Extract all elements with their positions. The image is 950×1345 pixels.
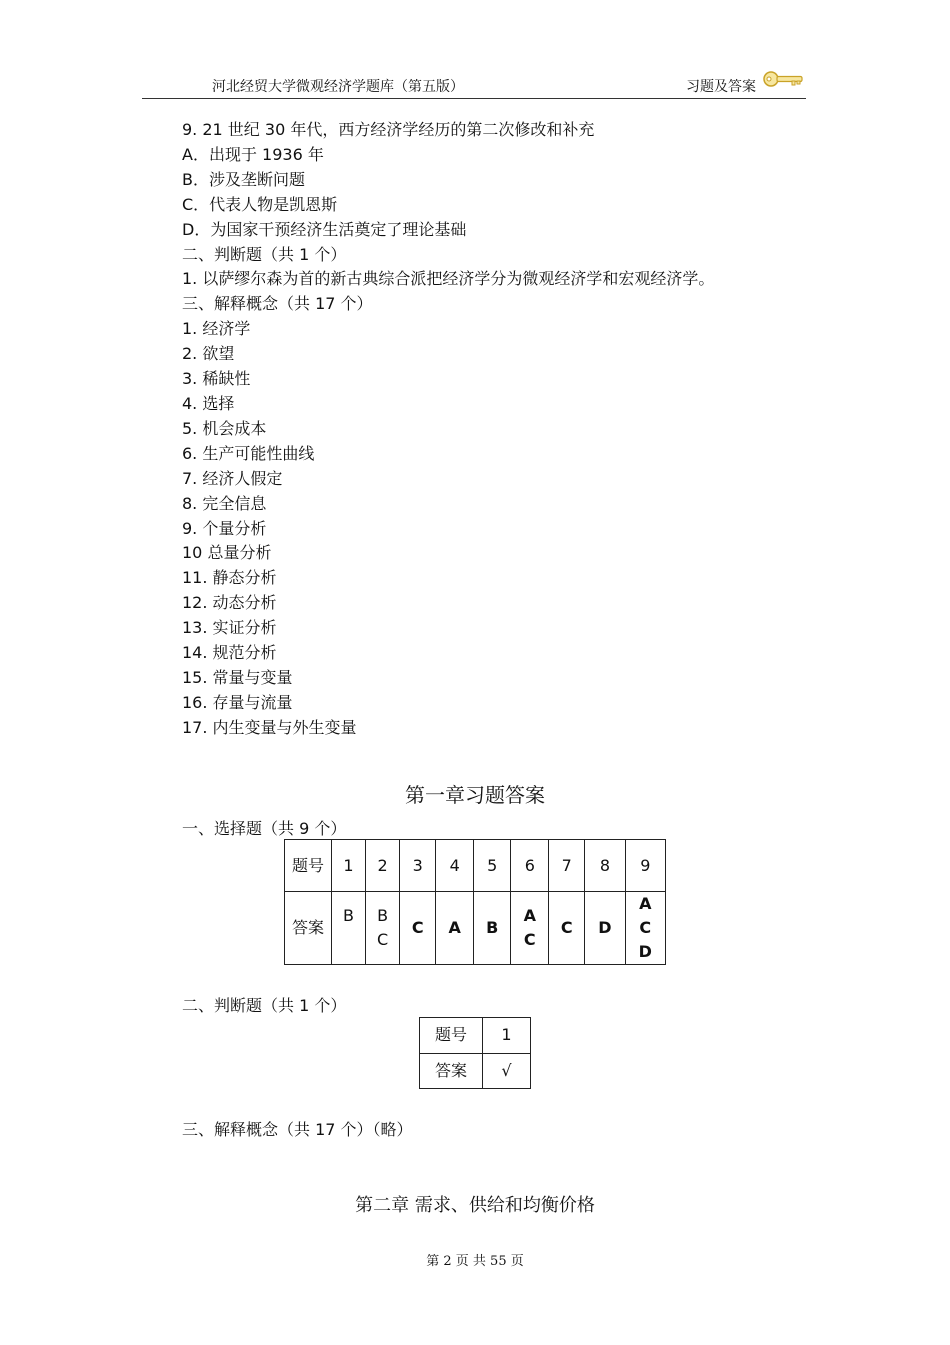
- judge-answer-table: [419, 1017, 531, 1089]
- table-cell-number: 1: [483, 1018, 531, 1054]
- table-row-label: 答案: [420, 1053, 483, 1089]
- section-heading: 三、解释概念（共 17 个）: [182, 294, 373, 314]
- concept-item: 1. 经济学: [182, 319, 251, 339]
- concept-item: 2. 欲望: [182, 344, 235, 364]
- text-line: D．为国家干预经济生活奠定了理论基础: [182, 219, 467, 239]
- table-cell-number: 6: [511, 840, 549, 892]
- concept-item: 12. 动态分析: [182, 593, 277, 613]
- table-cell-number: 5: [474, 840, 511, 892]
- text-line: 1. 以萨缪尔森为首的新古典综合派把经济学分为微观经济学和宏观经济学。: [182, 269, 715, 289]
- table-cell-number: 7: [549, 840, 585, 892]
- table-row-label: 答案: [285, 892, 332, 965]
- concept-item: 16. 存量与流量: [182, 692, 293, 712]
- header-section: 习题及答案: [686, 79, 756, 95]
- table-cell-answer: B: [474, 892, 511, 965]
- concept-item: 9. 个量分析: [182, 518, 267, 538]
- table-cell-number: 2: [365, 840, 399, 892]
- concept-item: 11. 静态分析: [182, 568, 277, 588]
- concept-item: 7. 经济人假定: [182, 468, 283, 488]
- concept-item: 8. 完全信息: [182, 493, 267, 513]
- concept-item: 5. 机会成本: [182, 418, 267, 438]
- concept-item: 17. 内生变量与外生变量: [182, 717, 357, 737]
- key-icon: [762, 68, 804, 94]
- section-heading-judge: 二、判断题（共 1 个）: [182, 996, 347, 1015]
- table-cell-number: 1: [332, 840, 366, 892]
- text-line: A．出现于 1936 年: [182, 144, 324, 164]
- concept-item: 14. 规范分析: [182, 643, 277, 663]
- table-cell-answer: C: [549, 892, 585, 965]
- table-cell-number: 3: [400, 840, 436, 892]
- section-heading: 二、判断题（共 1 个）: [182, 244, 347, 264]
- table-cell-number: 9: [625, 840, 665, 892]
- concept-item: 6. 生产可能性曲线: [182, 443, 315, 463]
- text-line: 9. 21 世纪 30 年代，西方经济学经历的第二次修改和补充: [182, 120, 595, 139]
- concept-item: 10 总量分析: [182, 543, 272, 563]
- table-cell-answer: A C D: [625, 892, 665, 965]
- page-header: [142, 68, 806, 99]
- table-cell-answer: C: [400, 892, 436, 965]
- page-footer: 第 2 页 共 55 页: [426, 1254, 524, 1269]
- header-title: 河北经贸大学微观经济学题库（第五版）: [212, 79, 464, 95]
- concept-item: 3. 稀缺性: [182, 369, 251, 389]
- chapter2-title: 第二章 需求、供给和均衡价格: [355, 1195, 595, 1216]
- concept-item: 4. 选择: [182, 393, 235, 413]
- table-cell-number: 8: [585, 840, 625, 892]
- table-cell-answer: B: [332, 892, 366, 965]
- table-cell-answer: A C: [511, 892, 549, 965]
- choice-answer-table: [284, 839, 666, 965]
- section-heading-choice: 一、选择题（共 9 个）: [182, 819, 347, 838]
- chapter1-title: 第一章习题答案: [405, 783, 545, 807]
- text-line: B．涉及垄断问题: [182, 169, 305, 189]
- table-cell-answer: B C: [365, 892, 399, 965]
- table-cell-answer: A: [436, 892, 474, 965]
- concept-item: 13. 实证分析: [182, 618, 277, 638]
- question-content: [182, 118, 782, 741]
- table-cell-number: 4: [436, 840, 474, 892]
- table-cell-answer: √: [483, 1053, 531, 1089]
- concept-item: 15. 常量与变量: [182, 667, 293, 687]
- text-line: C．代表人物是凯恩斯: [182, 194, 338, 214]
- table-row-label: 题号: [285, 840, 332, 892]
- table-row-label: 题号: [420, 1018, 483, 1054]
- section-heading-concepts: 三、解释概念（共 17 个）（略）: [182, 1120, 413, 1139]
- table-cell-answer: D: [585, 892, 625, 965]
